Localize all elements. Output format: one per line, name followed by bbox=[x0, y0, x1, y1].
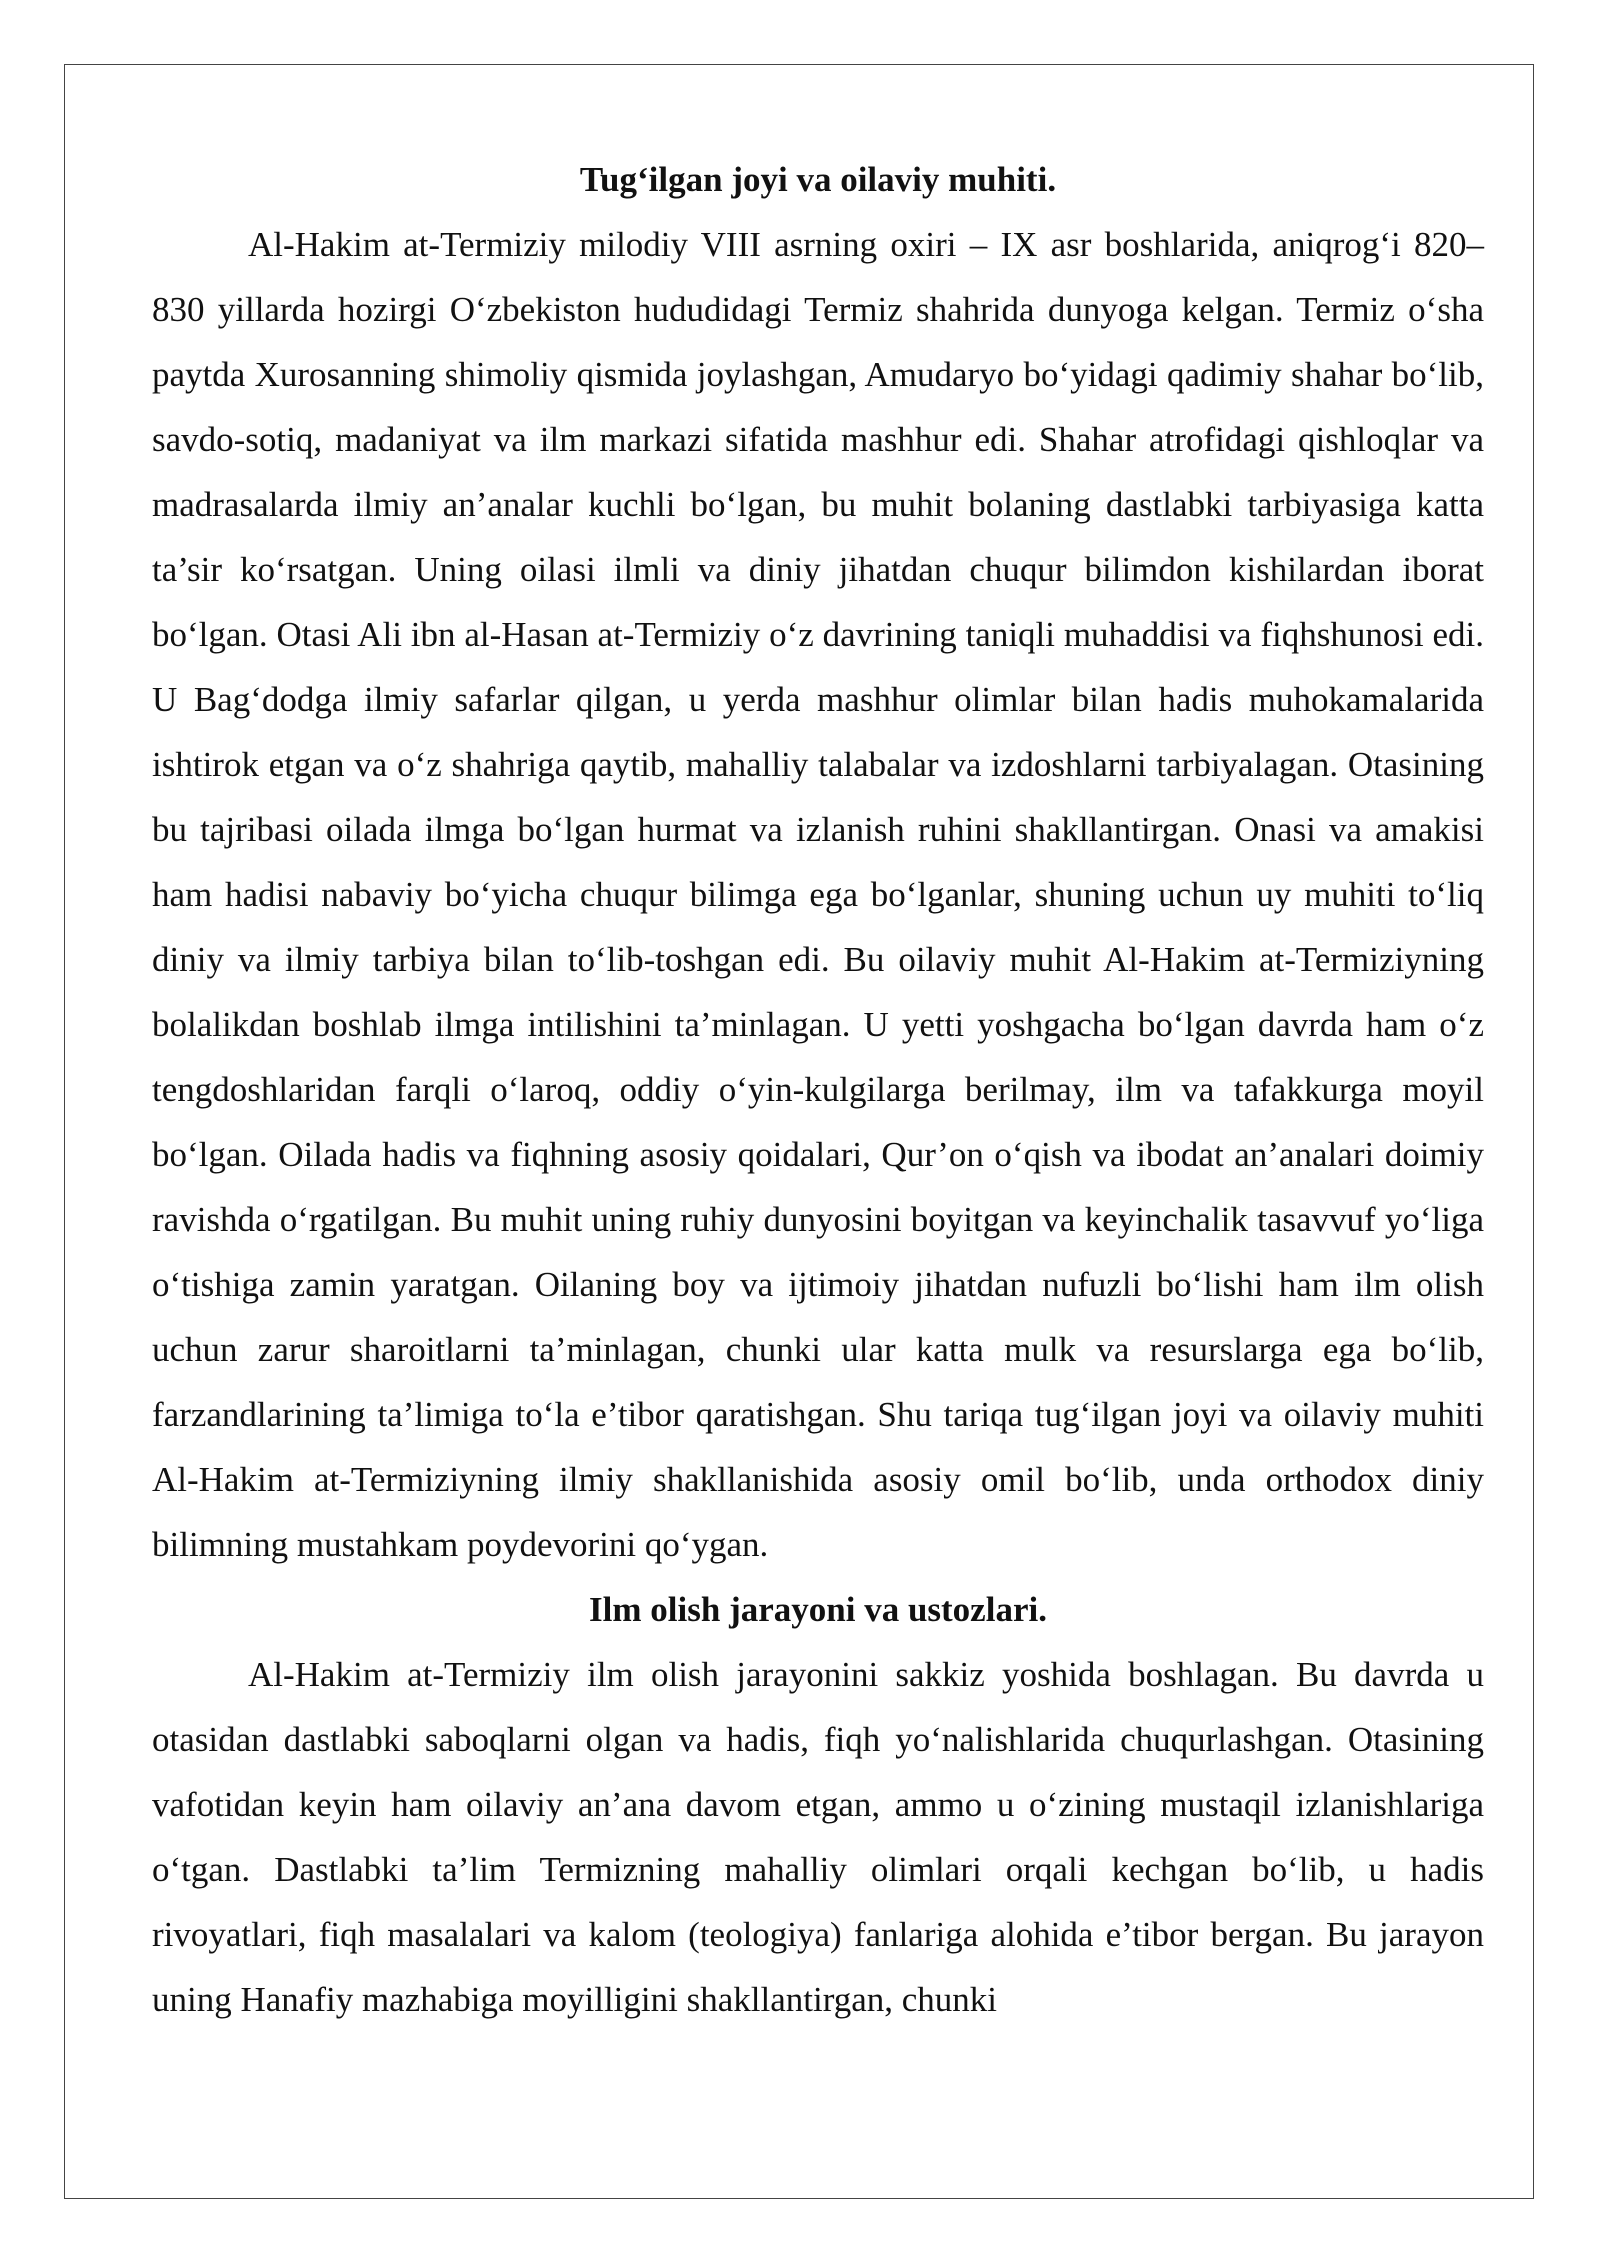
section-paragraph-birthplace: Al-Hakim at-Termiziy milodiy VIII asrning oxiri – IX asr boshlarida, aniqrog‘i 820–830 yillarda hozirgi O‘zbekiston hududidagi Termiz shahrida dunyoga kelgan. Termiz o‘sha paytda Xurosanning shimoliy qismida joylashgan, Amudaryo bo‘yidagi qadimiy shahar bo‘lib, savdo-sotiq, madaniyat va ilm markazi sifatida mashhur edi. Shahar atrofidagi qishloqlar va madrasalarda ilmiy an’analar kuchli bo‘lgan, bu muhit bolaning dastlabki tarbiyasiga katta ta’sir ko‘rsatgan. Uning oilasi ilmli va diniy jihatdan chuqur bilimdon kishilardan iborat bo‘lgan. Otasi Ali ibn al-Hasan at-Termiziy o‘z davrining taniqli muhaddisi va fiqhshunosi edi. U Bag‘dodga ilmiy safarlar qilgan, u yerda mashhur olimlar bilan hadis muhokamalarida ishtirok etgan va o‘z shahriga qaytib, mahalliy talabalar va izdoshlarni tarbiyalagan. Otasining bu tajribasi oilada ilmga bo‘lgan hurmat va izlanish ruhini shakllantirgan. Onasi va amakisi ham hadisi nabaviy bo‘yicha chuqur bilimga ega bo‘lganlar, shuning uchun uy muhiti to‘liq diniy va ilmiy tarbiya bilan to‘lib-toshgan edi. Bu oilaviy muhit Al-Hakim at-Termiziyning bolalikdan boshlab ilmga intilishini ta’minlagan. U yetti yoshgacha bo‘lgan davrda ham o‘z tengdoshlaridan farqli o‘laroq, oddiy o‘yin-kulgilarga berilmay, ilm va tafakkurga moyil bo‘lgan. Oilada hadis va fiqhning asosiy qoidalari, Qur’on o‘qish va ibodat an’analari doimiy ravishda o‘rgatilgan. Bu muhit uning ruhiy dunyosini boyitgan va keyinchalik tasavvuf yo‘liga o‘tishiga zamin yaratgan. Oilaning boy va ijtimoiy jihatdan nufuzli bo‘lishi ham ilm olish uchun zarur sharoitlarni ta’minlagan, chunki ular katta mulk va resurslarga ega bo‘lib, farzandlarining ta’limiga to‘la e’tibor qaratishgan. Shu tariqa tug‘ilgan joyi va oilaviy muhiti Al-Hakim at-Termiziyning ilmiy shakllanishida asosiy omil bo‘lib, unda orthodox diniy bilimning mustahkam poydevorini qo‘ygan. bbox=[152, 225, 1484, 1564]
section-heading-birthplace: Tug‘ilgan joyi va oilaviy muhiti. bbox=[579, 160, 1057, 199]
document-body bbox=[152, 147, 1484, 2032]
section-paragraph-education: Al-Hakim at-Termiziy ilm olish jarayonini sakkiz yoshida boshlagan. Bu davrda u otasidan dastlabki saboqlarni olgan va hadis, fiqh yo‘nalishlarida chuqurlashgan. Otasining vafotidan keyin ham oilaviy an’ana davom etgan, ammo u o‘zining mustaqil izlanishlariga o‘tgan. Dastlabki ta’lim Termizning mahalliy olimlari orqali kechgan bo‘lib, u hadis rivoyatlari, fiqh masalalari va kalom (teologiya) fanlariga alohida e’tibor bergan. Bu jarayon uning Hanafiy mazhabiga moyilligini shakllantirgan, chunki bbox=[152, 1655, 1484, 2019]
section-heading-education: Ilm olish jarayoni va ustozlari. bbox=[589, 1590, 1047, 1629]
